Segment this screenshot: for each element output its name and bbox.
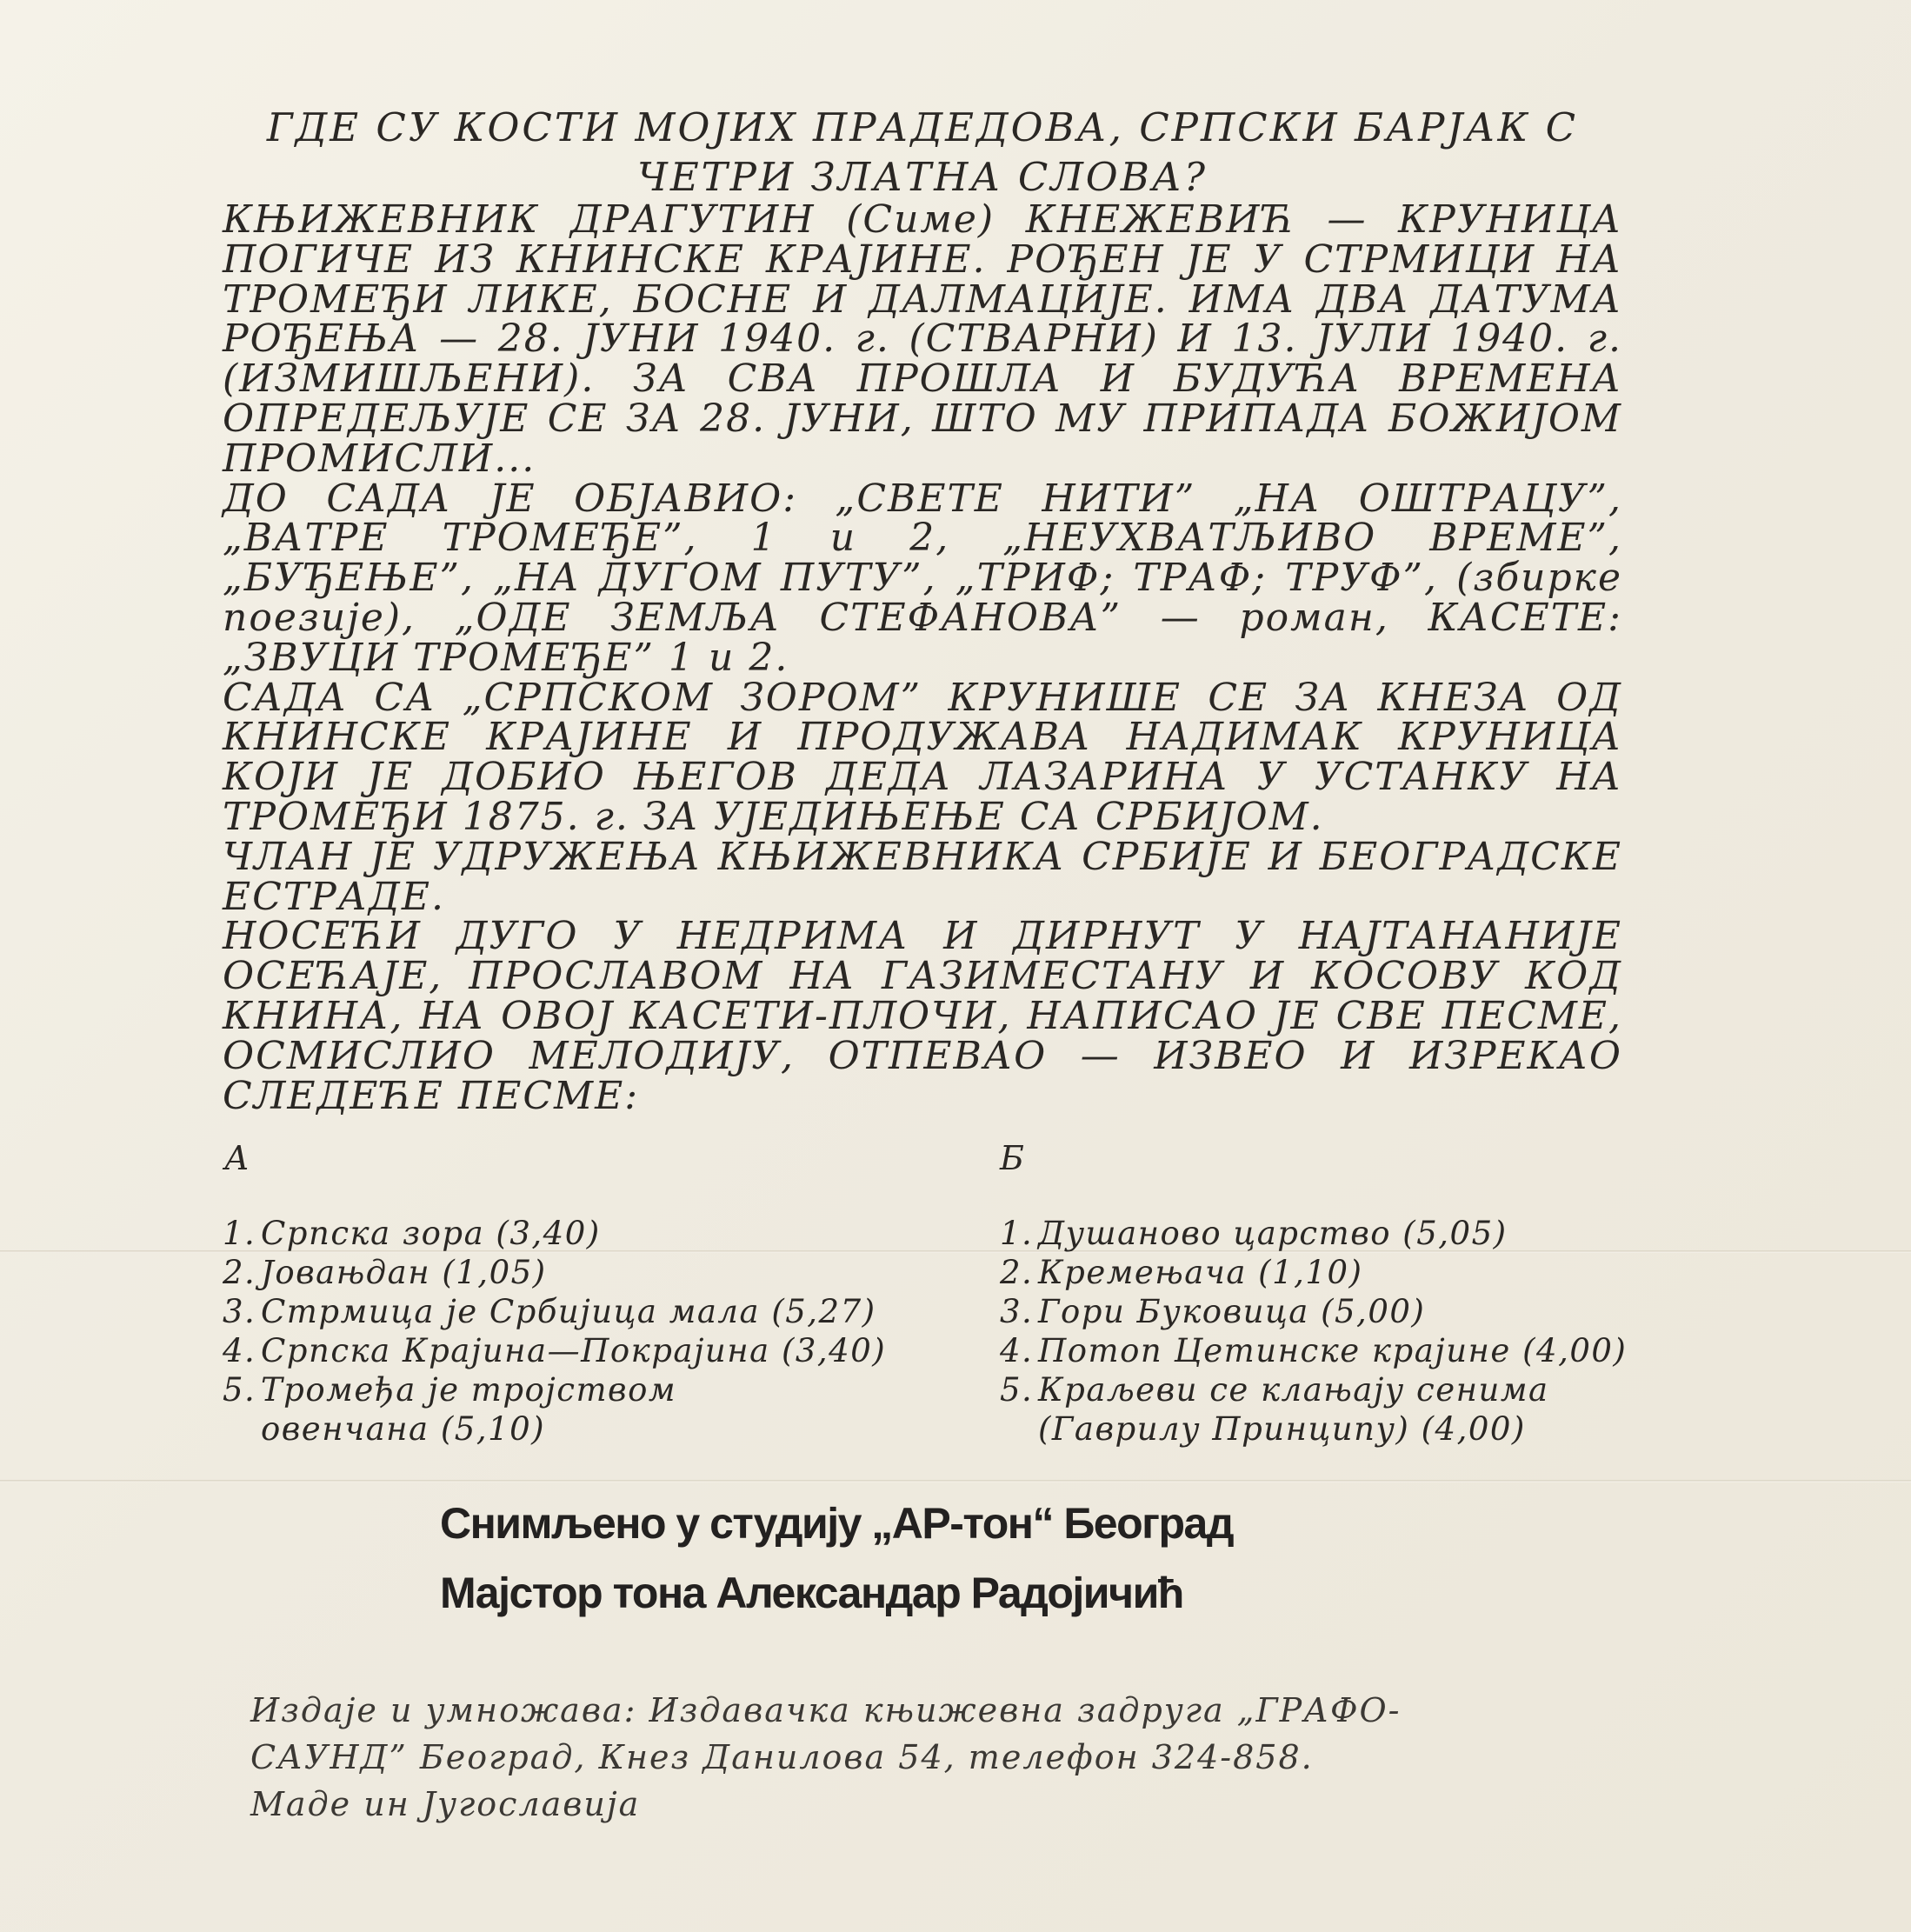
biography — [223, 197, 1622, 1118]
heading-line-2: ЧЕТРИ ЗЛАТНА СЛОВА? — [637, 154, 1208, 200]
bio-paragraph-4: ЧЛАН ЈЕ УДРУЖЕЊА КЊИЖЕВНИКА СРБИЈЕ И БЕОГРАДСКЕ ЕСТРАДЕ. — [223, 834, 1622, 919]
list-item: 2. Кремењача (1,10) — [1000, 1254, 1363, 1291]
heading-line-1: ГДЕ СУ КОСТИ МОЈИХ ПРАДЕДОВА, СРПСКИ БАРЈАК С — [266, 104, 1579, 150]
publisher-line-1: Издаје и умножава: Издавачка књижевна задруга „ГРАФО- — [250, 1691, 1402, 1729]
publisher-info — [250, 1687, 1641, 1828]
bio-paragraph-2: ДО САДА ЈЕ ОБЈАВИО: „СВЕТЕ НИТИ” „НА ОШТРАЦУ”, „ВАТРЕ ТРОМЕЂЕ”, 1 и 2, „НЕУХВАТЉИВО ВРЕМЕ”, „БУЂЕЊЕ”, „НА ДУГОМ ПУТУ”, „ТРИФ; ТРАФ; ТРУФ”, (збирке поезије), „ОДЕ ЗЕМЉА СТЕФАНОВА” — роман, КАСЕТЕ: „ЗВУЦИ ТРОМЕЂЕ” 1 и 2. — [223, 476, 1622, 680]
publisher-line-2: САУНД” Београд, Кнез Данилова 54, телефон 324-858. — [250, 1738, 1314, 1776]
list-item: 3. Стрмица је Србијица мала (5,27) — [223, 1293, 876, 1330]
list-item: 3. Гори Буковица (5,00) — [1000, 1293, 1426, 1330]
studio-credits — [440, 1489, 1233, 1628]
bio-paragraph-1: КЊИЖЕВНИК ДРАГУТИН (Симе) КНЕЖЕВИЋ — КРУНИЦА ПОГИЧЕ ИЗ КНИНСКЕ КРАЈИНЕ. РОЂЕН ЈЕ У СТРМИЦИ НА ТРОМЕЂИ ЛИКЕ, БОСНЕ И ДАЛМАЦИЈЕ. ИМА ДВА ДАТУМА РОЂЕЊА — 28. ЈУНИ 1940. г. (СТВАРНИ) И 13. ЈУЛИ 1940. г. (ИЗМИШЉЕНИ). ЗА СВА ПРОШЛА И БУДУЋА ВРЕМЕНА ОПРЕДЕЉУЈЕ СЕ ЗА 28. ЈУНИ, ШТО МУ ПРИПАДА БОЖИЈОМ ПРОМИСЛИ... — [223, 197, 1622, 481]
bio-paragraph-3: САДА СА „СРПСКОМ ЗОРОМ” КРУНИШЕ СЕ ЗА КНЕЗА ОД КНИНСКЕ КРАЈИНЕ И ПРОДУЖАВА НАДИМАК КРУНИЦА КОЈИ ЈЕ ДОБИО ЊЕГОВ ДЕДА ЛАЗАРИНА У УСТАНКУ НА ТРОМЕЂИ 1875. г. ЗА УЈЕДИЊЕЊЕ СА СРБИЈОМ. — [223, 675, 1622, 839]
list-item-continuation: (Гаврилу Принципу) (4,00) — [1038, 1410, 1526, 1448]
studio-line-1: Снимљено у студију „АР-тон“ Београд — [440, 1499, 1234, 1548]
list-item: 2. Јовањдан (1,05) — [223, 1254, 547, 1291]
bio-paragraph-5: НОСЕЋИ ДУГО У НЕДРИМА И ДИРНУТ У НАЈТАНАНИЈЕ ОСЕЋАЈЕ, ПРОСЛАВОМ НА ГАЗИМЕСТАНУ И КОСОВУ КОД КНИНА, НА ОВОЈ КАСЕТИ-ПЛОЧИ, НАПИСАО ЈЕ СВЕ ПЕСМЕ, ОСМИСЛИО МЕЛОДИЈУ, ОТПЕВАО — ИЗВЕО И ИЗРЕКАО СЛЕДЕЋЕ ПЕСМЕ: — [223, 914, 1622, 1118]
list-item: 4. Српска Крајина—Покрајина (3,40) — [223, 1332, 887, 1369]
side-a-label: А — [224, 1139, 250, 1177]
publisher-line-3: Маде ин Југославија — [250, 1785, 641, 1823]
studio-line-2: Мајстор тона Александар Радојичић — [440, 1569, 1183, 1617]
list-item: 1. Српска зора (3,40) — [223, 1215, 601, 1252]
side-a-tracklist — [223, 1214, 886, 1449]
list-item: 1. Душаново царство (5,05) — [1000, 1215, 1508, 1252]
list-item: 5. Краљеви се клањају сенима — [1000, 1371, 1549, 1409]
list-item: 5. Тромеђа је тројством — [223, 1371, 677, 1409]
list-item-continuation: овенчана (5,10) — [261, 1410, 546, 1448]
fold-line-bottom — [0, 1480, 1911, 1482]
side-b-tracklist — [1000, 1214, 1627, 1449]
heading — [223, 103, 1622, 202]
list-item: 4. Потоп Цетинске крајине (4,00) — [1000, 1332, 1628, 1369]
side-b-label: Б — [1000, 1139, 1024, 1177]
